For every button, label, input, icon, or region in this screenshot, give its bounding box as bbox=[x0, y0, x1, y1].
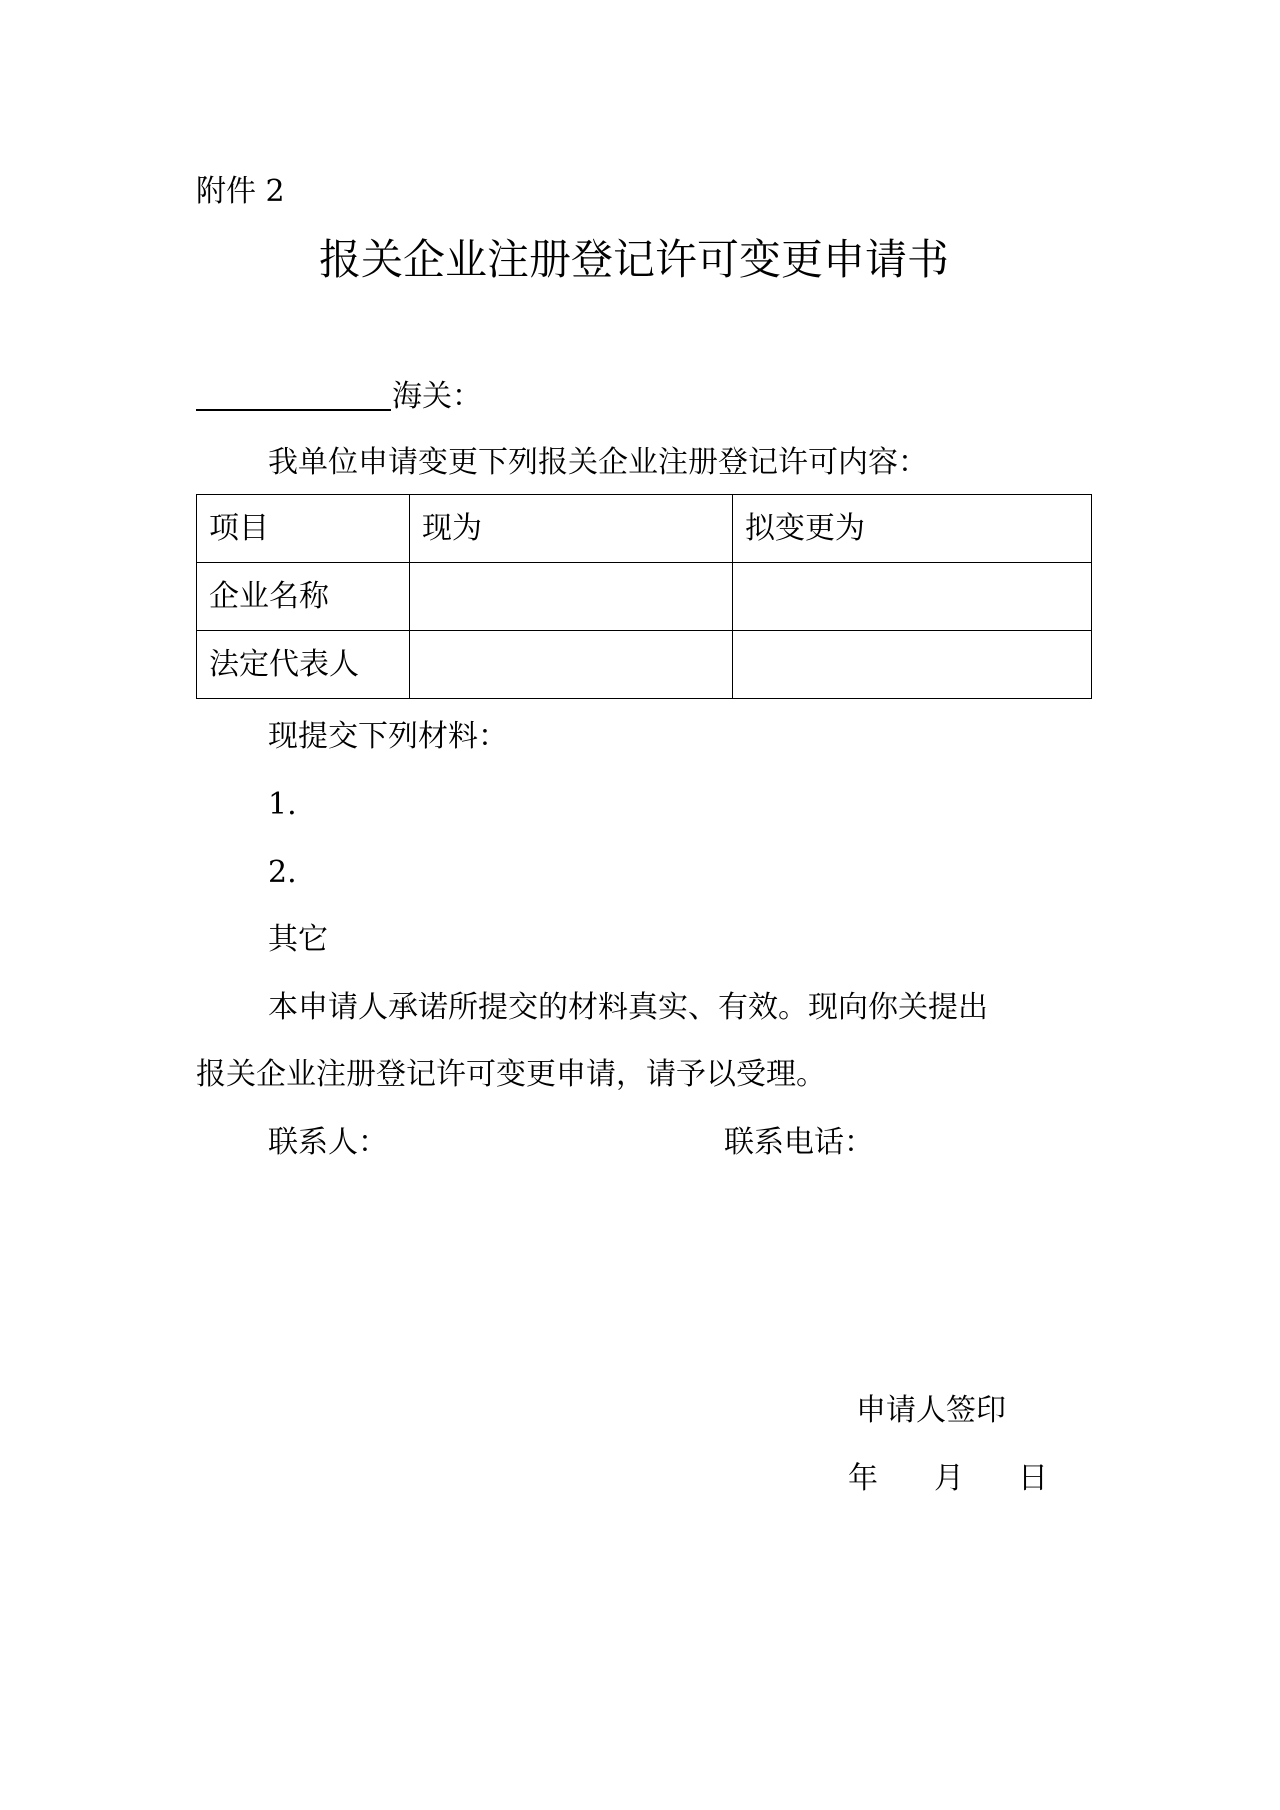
date-year-label: 年 bbox=[848, 1461, 878, 1496]
date-month-label: 月 bbox=[934, 1461, 964, 1496]
row-label-legal-rep: 法定代表人 bbox=[197, 631, 410, 699]
signature-label: 申请人签印 bbox=[856, 1393, 1006, 1428]
legal-rep-current-cell[interactable] bbox=[410, 631, 733, 699]
material-item-1: 1. bbox=[268, 787, 297, 822]
table-row bbox=[197, 563, 1092, 631]
attachment-label: 附件 2 bbox=[196, 174, 285, 209]
table-row bbox=[197, 631, 1092, 699]
customs-suffix: 海关： bbox=[392, 379, 482, 414]
material-item-2: 2. bbox=[268, 855, 297, 890]
document-title bbox=[0, 235, 1280, 285]
row-label-company-name: 企业名称 bbox=[197, 563, 410, 631]
company-name-new-cell[interactable] bbox=[733, 563, 1092, 631]
material-other: 其它 bbox=[268, 922, 328, 957]
header-item: 项目 bbox=[197, 495, 410, 563]
intro-paragraph: 我单位申请变更下列报关企业注册登记许可内容： bbox=[268, 445, 928, 480]
header-current: 现为 bbox=[410, 495, 733, 563]
customs-name-blank[interactable] bbox=[196, 409, 391, 411]
commitment-line-2: 报关企业注册登记许可变更申请，请予以受理。 bbox=[196, 1057, 826, 1092]
legal-rep-new-cell[interactable] bbox=[733, 631, 1092, 699]
date-day-label: 日 bbox=[1018, 1461, 1048, 1496]
table-header-row bbox=[197, 495, 1092, 563]
contact-phone-label: 联系电话： bbox=[724, 1125, 874, 1160]
change-table bbox=[196, 494, 1092, 699]
date-line bbox=[848, 1459, 1048, 1499]
document-title-text: 报关企业注册登记许可变更申请书 bbox=[318, 235, 949, 284]
commitment-line-1: 本申请人承诺所提交的材料真实、有效。现向你关提出 bbox=[268, 990, 988, 1025]
company-name-current-cell[interactable] bbox=[410, 563, 733, 631]
contact-person-label: 联系人： bbox=[268, 1125, 388, 1160]
materials-intro: 现提交下列材料： bbox=[268, 719, 508, 754]
header-new: 拟变更为 bbox=[733, 495, 1092, 563]
